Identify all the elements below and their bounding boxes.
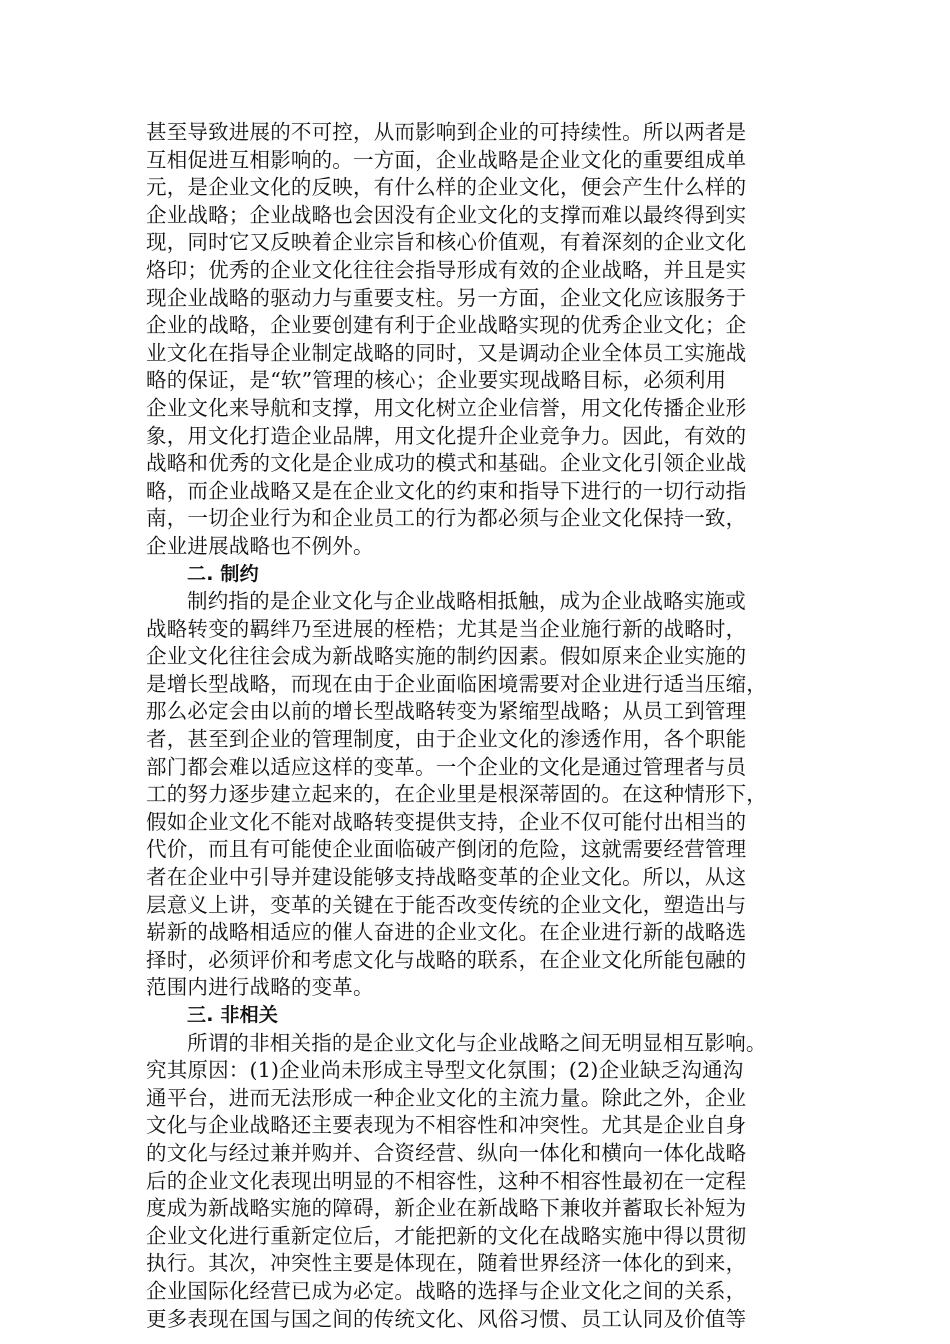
text-line: 企业文化来导航和支撑，用文化树立企业信誉，用文化传播企业形 bbox=[146, 395, 747, 420]
text-line: 企业的战略，企业要创建有利于企业战略实现的优秀企业文化；企 bbox=[146, 313, 747, 338]
paragraph-2 bbox=[146, 588, 806, 1002]
text-line: 度成为新战略实施的障碍，新企业在新战略下兼收并蓄取长补短为 bbox=[146, 1196, 747, 1221]
text-line: 更多表现在国与国之间的传统文化、风俗习惯、员工认同及价值等 bbox=[146, 1306, 747, 1331]
text-line: 战略和优秀的文化是企业成功的模式和基础。企业文化引领企业战 bbox=[146, 451, 747, 476]
text-line: 代价，而且有可能使企业面临破产倒闭的危险，这就需要经营管理 bbox=[146, 837, 747, 862]
text-line: 究其原因：(1)企业尚未形成主导型文化氛围；(2)企业缺乏沟通沟 bbox=[146, 1058, 744, 1083]
text-line: 那么必定会由以前的增长型战略转变为紧缩型战略；从员工到管理 bbox=[146, 699, 747, 724]
text-line: 业文化在指导企业制定战略的同时，又是调动企业全体员工实施战 bbox=[146, 340, 747, 365]
text-line: 制约指的是企业文化与企业战略相抵触，成为企业战略实施或 bbox=[187, 589, 746, 614]
text-line: 烙印；优秀的企业文化往往会指导形成有效的企业战略，并且是实 bbox=[146, 257, 747, 282]
text-line: 现企业战略的驱动力与重要支柱。另一方面，企业文化应该服务于 bbox=[146, 285, 747, 310]
text-line: 战略转变的羁绊乃至进展的桎梏；尤其是当企业施行新的战略时， bbox=[146, 616, 747, 641]
text-line: 企业文化进行重新定位后，才能把新的文化在战略实施中得以贯彻 bbox=[146, 1223, 747, 1248]
text-line: 企业文化往往会成为新战略实施的制约因素。假如原来企业实施的 bbox=[146, 644, 747, 669]
text-line: 企业战略；企业战略也会因没有企业文化的支撑而难以最终得到实 bbox=[146, 202, 747, 227]
text-line: 通平台，进而无法形成一种企业文化的主流力量。除此之外，企业 bbox=[146, 1085, 747, 1110]
text-line: 南，一切企业行为和企业员工的行为都必须与企业文化保持一致， bbox=[146, 506, 747, 531]
text-line: 现，同时它又反映着企业宗旨和核心价值观，有着深刻的企业文化 bbox=[146, 230, 747, 255]
text-line: 范围内进行战略的变革。 bbox=[146, 975, 374, 1000]
text-line: 所谓的非相关指的是企业文化与企业战略之间无明显相互影响。 bbox=[187, 1030, 767, 1055]
text-line: 假如企业文化不能对战略转变提供支持，企业不仅可能付出相当的 bbox=[146, 809, 747, 834]
section-heading-unrelated: 三. 非相关 bbox=[187, 1004, 279, 1026]
paragraph-3 bbox=[146, 1030, 806, 1334]
text-line: 互相促进互相影响的。一方面，企业战略是企业文化的重要组成单 bbox=[146, 147, 747, 172]
text-line: 元，是企业文化的反映，有什么样的企业文化，便会产生什么样的 bbox=[146, 175, 747, 200]
section-heading-restriction: 二. 制约 bbox=[187, 562, 259, 585]
text-line: 者，甚至到企业的管理制度，由于企业文化的渗透作用，各个职能 bbox=[146, 727, 747, 752]
text-line: 执行。其次，冲突性主要是体现在，随着世界经济一体化的到来， bbox=[146, 1251, 747, 1276]
text-line: 略的保证，是“软”管理的核心；企业要实现战略目标，必须利用 bbox=[146, 368, 727, 393]
text-line: 者在企业中引导并建设能够支持战略变革的企业文化。所以，从这 bbox=[146, 865, 747, 890]
text-line: 崭新的战略相适应的催人奋进的企业文化。在企业进行新的战略选 bbox=[146, 920, 747, 945]
text-line: 后的企业文化表现出明显的不相容性，这种不相容性最初在一定程 bbox=[146, 1168, 747, 1193]
text-line: 象，用文化打造企业品牌，用文化提升企业竞争力。因此，有效的 bbox=[146, 423, 747, 448]
text-line: 是增长型战略，而现在由于企业面临困境需要对企业进行适当压缩， bbox=[146, 671, 767, 696]
text-line: 企业国际化经营已成为必定。战略的选择与企业文化之间的关系， bbox=[146, 1278, 747, 1303]
text-line: 甚至导致进展的不可控，从而影响到企业的可持续性。所以两者是 bbox=[146, 120, 747, 144]
text-line: 择时，必须评价和考虑文化与战略的联系，在企业文化所能包融的 bbox=[146, 947, 747, 972]
text-line: 的文化与经过兼并购并、合资经营、纵向一体化和横向一体化战略 bbox=[146, 1140, 747, 1165]
text-line: 企业进展战略也不例外。 bbox=[146, 533, 374, 558]
document-page bbox=[146, 119, 806, 1333]
paragraph-1 bbox=[146, 119, 806, 561]
text-line: 层意义上讲，变革的关键在于能否改变传统的企业文化，塑造出与 bbox=[146, 892, 747, 917]
text-line: 文化与企业战略还主要表现为不相容性和冲突性。尤其是企业自身 bbox=[146, 1113, 747, 1138]
text-line: 略，而企业战略又是在企业文化的约束和指导下进行的一切行动指 bbox=[146, 478, 747, 503]
text-line: 工的努力逐步建立起来的，在企业里是根深蒂固的。在这种情形下， bbox=[146, 782, 767, 807]
text-line: 部门都会难以适应这样的变革。一个企业的文化是通过管理者与员 bbox=[146, 754, 747, 779]
